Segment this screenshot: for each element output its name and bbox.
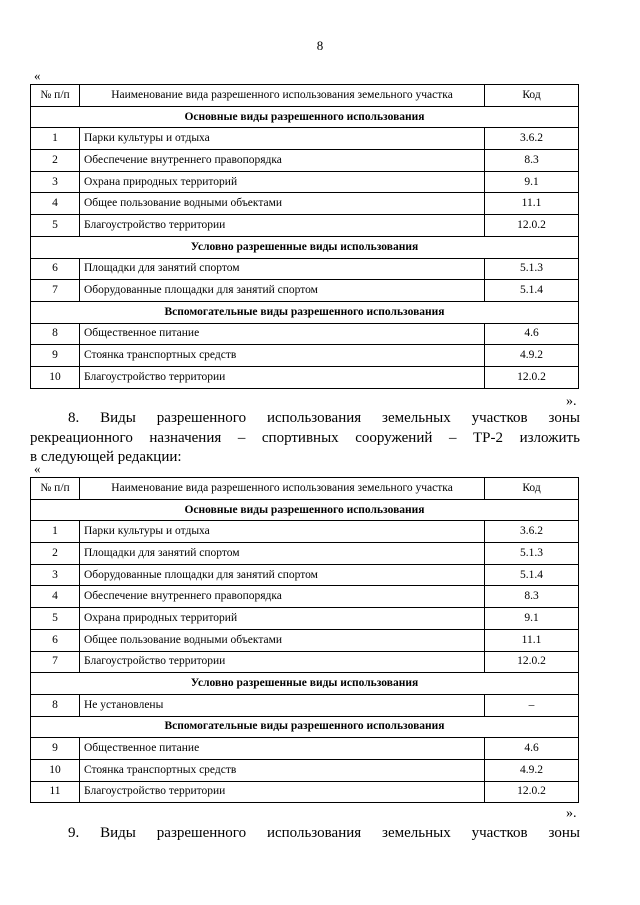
row-number: 11 — [31, 781, 80, 803]
row-name: Общее пользование водными объектами — [80, 629, 485, 651]
table-row — [31, 629, 579, 651]
section-header-row — [31, 673, 579, 695]
row-code: 3.6.2 — [485, 128, 579, 150]
header-name: Наименование вида разрешенного использования земельного участка — [80, 85, 485, 107]
row-code: 5.1.3 — [485, 258, 579, 280]
section-title: Вспомогательные виды разрешенного использования — [31, 716, 579, 738]
section-header-row — [31, 106, 579, 128]
table-header-row — [31, 85, 579, 107]
header-name: Наименование вида разрешенного использования земельного участка — [80, 478, 485, 500]
paragraph-8 — [30, 409, 580, 468]
section-title: Вспомогательные виды разрешенного использования — [31, 301, 579, 323]
paragraph-9 — [30, 824, 580, 844]
word: рекреационного — [30, 429, 133, 446]
row-name: Оборудованные площадки для занятий спортом — [80, 280, 485, 302]
header-num: № п/п — [31, 478, 80, 500]
row-code: 5.1.4 — [485, 280, 579, 302]
section-title: Условно разрешенные виды использования — [31, 673, 579, 695]
row-name: Не установлены — [80, 694, 485, 716]
table-row — [31, 564, 579, 586]
row-name: Обеспечение внутреннего правопорядка — [80, 150, 485, 172]
section-header-row — [31, 499, 579, 521]
word: 8. — [68, 410, 80, 426]
table-header-row — [31, 478, 579, 500]
closing-quote-1: ». — [566, 394, 577, 409]
opening-quote-2: « — [34, 461, 41, 476]
table-row — [31, 323, 579, 345]
word: сооружений — [355, 429, 433, 446]
land-use-table-1 — [30, 84, 579, 389]
word: назначения — [149, 429, 222, 446]
section-header-row — [31, 716, 579, 738]
row-name: Благоустройство территории — [80, 781, 485, 803]
row-code: 4.6 — [485, 323, 579, 345]
row-name: Общественное питание — [80, 323, 485, 345]
row-code: – — [485, 694, 579, 716]
row-name: Благоустройство территории — [80, 651, 485, 673]
opening-quote-1: « — [34, 68, 41, 83]
paragraph-9-line-1 — [30, 824, 580, 844]
table-row — [31, 280, 579, 302]
header-code: Код — [485, 478, 579, 500]
row-name: Благоустройство территории — [80, 215, 485, 237]
header-num: № п/п — [31, 85, 80, 107]
table-row — [31, 521, 579, 543]
table-row — [31, 738, 579, 760]
row-number: 1 — [31, 521, 80, 543]
row-name: Площадки для занятий спортом — [80, 543, 485, 565]
row-code: 8.3 — [485, 150, 579, 172]
table-row — [31, 345, 579, 367]
row-name: Общественное питание — [80, 738, 485, 760]
page-number: 8 — [316, 38, 324, 53]
row-number: 5 — [31, 608, 80, 630]
table-row — [31, 366, 579, 388]
section-header-row — [31, 236, 579, 258]
row-code: 9.1 — [485, 608, 579, 630]
row-name: Площадки для занятий спортом — [80, 258, 485, 280]
word: земельных — [382, 410, 451, 426]
row-number: 8 — [31, 694, 80, 716]
row-code: 4.9.2 — [485, 759, 579, 781]
word: – — [448, 429, 457, 446]
row-number: 10 — [31, 759, 80, 781]
row-number: 2 — [31, 150, 80, 172]
closing-quote-2: ». — [566, 806, 577, 821]
table-row — [31, 651, 579, 673]
row-code: 3.6.2 — [485, 521, 579, 543]
table-row — [31, 128, 579, 150]
section-title: Основные виды разрешенного использования — [31, 106, 579, 128]
word: Виды — [100, 410, 136, 426]
row-name: Общее пользование водными объектами — [80, 193, 485, 215]
row-number: 3 — [31, 171, 80, 193]
word: 9. — [68, 825, 80, 841]
row-number: 5 — [31, 215, 80, 237]
row-name: Охрана природных территорий — [80, 608, 485, 630]
table-row — [31, 215, 579, 237]
word: участков — [471, 825, 528, 841]
section-header-row — [31, 301, 579, 323]
row-code: 12.0.2 — [485, 215, 579, 237]
word: Виды — [100, 825, 136, 841]
row-number: 10 — [31, 366, 80, 388]
table-row — [31, 193, 579, 215]
paragraph-8-line-2 — [30, 429, 580, 449]
row-name: Обеспечение внутреннего правопорядка — [80, 586, 485, 608]
row-number: 3 — [31, 564, 80, 586]
row-code: 11.1 — [485, 193, 579, 215]
row-code: 11.1 — [485, 629, 579, 651]
land-use-table-2 — [30, 477, 579, 803]
row-number: 6 — [31, 258, 80, 280]
word: изложить — [519, 429, 580, 446]
word: использования — [266, 410, 362, 426]
row-number: 7 — [31, 651, 80, 673]
row-number: 6 — [31, 629, 80, 651]
word: разрешенного — [156, 825, 247, 841]
row-code: 5.1.3 — [485, 543, 579, 565]
table-row — [31, 759, 579, 781]
row-code: 8.3 — [485, 586, 579, 608]
table-row — [31, 543, 579, 565]
word: ТР-2 — [473, 429, 504, 446]
paragraph-8-line-3: в следующей редакции: — [30, 449, 182, 465]
row-number: 4 — [31, 586, 80, 608]
table-row — [31, 586, 579, 608]
word: земельных — [382, 825, 451, 841]
row-number: 7 — [31, 280, 80, 302]
row-name: Оборудованные площадки для занятий спортом — [80, 564, 485, 586]
row-code: 12.0.2 — [485, 781, 579, 803]
table-row — [31, 171, 579, 193]
table-row — [31, 258, 579, 280]
table-row — [31, 694, 579, 716]
paragraph-8-line-1 — [30, 409, 580, 429]
table-row — [31, 781, 579, 803]
row-name: Охрана природных территорий — [80, 171, 485, 193]
section-title: Основные виды разрешенного использования — [31, 499, 579, 521]
row-code: 5.1.4 — [485, 564, 579, 586]
word: – — [237, 429, 246, 446]
table-row — [31, 608, 579, 630]
word: использования — [266, 825, 362, 841]
row-number: 2 — [31, 543, 80, 565]
row-number: 9 — [31, 738, 80, 760]
row-number: 1 — [31, 128, 80, 150]
row-code: 12.0.2 — [485, 651, 579, 673]
row-code: 9.1 — [485, 171, 579, 193]
table-row — [31, 150, 579, 172]
word: зоны — [548, 410, 580, 426]
row-code: 12.0.2 — [485, 366, 579, 388]
word: разрешенного — [156, 410, 247, 426]
word: спортивных — [261, 429, 339, 446]
row-name: Стоянка транспортных средств — [80, 345, 485, 367]
word: участков — [471, 410, 528, 426]
row-name: Парки культуры и отдыха — [80, 128, 485, 150]
row-name: Парки культуры и отдыха — [80, 521, 485, 543]
row-name: Стоянка транспортных средств — [80, 759, 485, 781]
header-code: Код — [485, 85, 579, 107]
row-number: 9 — [31, 345, 80, 367]
row-code: 4.6 — [485, 738, 579, 760]
row-code: 4.9.2 — [485, 345, 579, 367]
row-number: 8 — [31, 323, 80, 345]
row-number: 4 — [31, 193, 80, 215]
word: зоны — [548, 825, 580, 841]
row-name: Благоустройство территории — [80, 366, 485, 388]
section-title: Условно разрешенные виды использования — [31, 236, 579, 258]
